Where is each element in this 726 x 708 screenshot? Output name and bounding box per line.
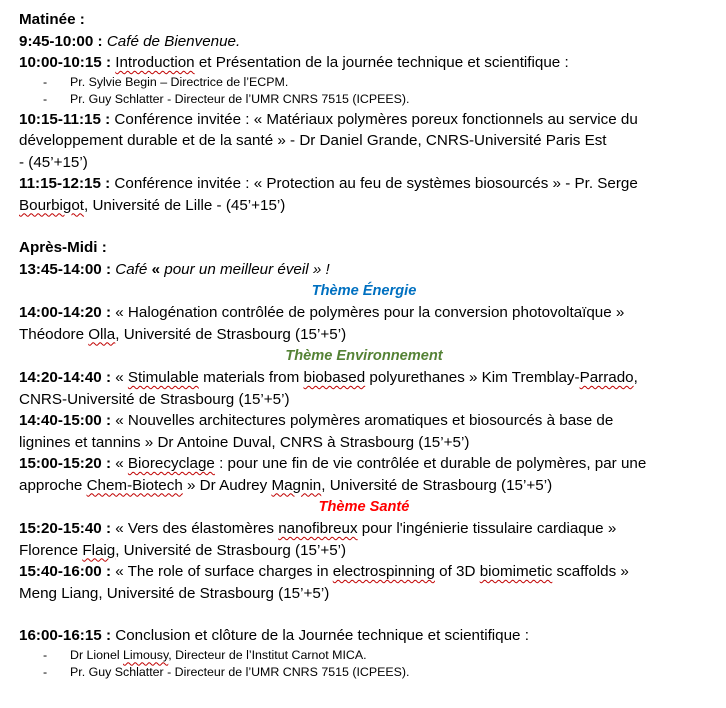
- item-text: « Vers des élastomères: [111, 520, 279, 537]
- item-text: «: [111, 369, 128, 386]
- item-text: ,: [633, 369, 638, 386]
- agenda-item: [19, 410, 709, 453]
- item-text: biobased: [303, 369, 366, 386]
- theme-heading-energie: Thème Énergie: [311, 283, 417, 299]
- theme-heading-environnement: Thème Environnement: [285, 348, 443, 364]
- agenda-item: [19, 367, 709, 410]
- item-text: Conclusion et clôture de la Journée technique et scientifique :: [111, 627, 529, 644]
- item-text: « Halogénation contrôlée de polymères pour la conversion photovoltaïque »: [111, 304, 625, 321]
- agenda-item: [19, 109, 709, 174]
- speaker-name: Pr. Guy Schlatter - Directeur de l’UMR CNRS 7515 (ICPEES).: [70, 665, 410, 679]
- item-text: Bourbigot: [19, 196, 85, 214]
- speaker-line: [19, 647, 709, 665]
- speaker-line: [19, 664, 709, 682]
- program-document: [19, 9, 709, 682]
- time-slot: 10:00-10:15 :: [19, 54, 112, 71]
- item-text: , Université de Strasbourg (15’+5’): [115, 325, 347, 343]
- item-text: lignines et tannins » Dr Antoine Duval, CNRS à Strasbourg (15’+5’): [19, 433, 470, 451]
- time-slot: 14:40-15:00 :: [19, 412, 112, 429]
- time-slot: 16:00-16:15 :: [19, 627, 112, 644]
- speaker-line: [19, 74, 709, 92]
- item-text: Café: [115, 260, 148, 278]
- time-slot: 14:00-14:20 :: [19, 304, 112, 321]
- item-text: « The role of surface charges in: [111, 563, 333, 580]
- agenda-item: [19, 52, 709, 74]
- item-text: electrospinning: [332, 563, 435, 580]
- item-text: of 3D: [434, 563, 480, 580]
- agenda-item: [19, 453, 709, 496]
- speaker-name: , Directeur de l’Institut Carnot MICA.: [168, 647, 367, 662]
- agenda-item: [19, 302, 709, 345]
- time-slot: 15:00-15:20 :: [19, 455, 112, 472]
- item-text: scaffolds »: [552, 563, 629, 580]
- item-text: «: [111, 455, 128, 472]
- item-text: développement durable et de la santé » - Dr Daniel Grande, CNRS-Université Paris Est: [19, 132, 607, 149]
- speaker-name: Dr Lionel: [70, 647, 124, 662]
- item-text: nanofibreux: [278, 520, 358, 537]
- time-slot: 10:15-11:15 :: [19, 110, 111, 128]
- agenda-item: [19, 259, 709, 281]
- item-text: , Université de Strasbourg (15’+5’): [321, 476, 553, 494]
- bullet-dash: -: [43, 665, 48, 679]
- item-text: Magnin: [271, 476, 322, 494]
- agenda-item: [19, 173, 709, 216]
- time-slot: 14:20-14:40 :: [19, 369, 112, 386]
- item-text: Flaig: [82, 541, 116, 559]
- item-text: Café de Bienvenue.: [106, 32, 241, 50]
- item-text: , Université de Strasbourg (15’+5’): [115, 541, 347, 559]
- agenda-item: [19, 31, 709, 53]
- item-text: , Université de Lille - (45’+15’): [84, 196, 286, 214]
- item-text: pour un meilleur éveil » !: [160, 260, 330, 278]
- item-text: biomimetic: [479, 563, 553, 580]
- item-text: » Dr Audrey: [182, 476, 272, 494]
- speaker-name: Pr. Sylvie Begin – Directrice de l’ECPM.: [70, 74, 289, 89]
- time-slot: 9:45-10:00 :: [19, 32, 103, 50]
- speaker-line: [19, 91, 709, 109]
- item-text: Introduction: [115, 54, 195, 71]
- item-text: : pour une fin de vie contrôlée et durable de polymères, par une: [214, 455, 647, 472]
- section-heading-apres-midi: Après-Midi :: [19, 239, 107, 256]
- item-text: - (45’+15’): [19, 153, 88, 171]
- bullet-dash: -: [43, 74, 48, 89]
- time-slot: 11:15-12:15 :: [19, 175, 111, 192]
- time-slot: 13:45-14:00 :: [19, 260, 112, 278]
- agenda-item: [19, 518, 709, 561]
- theme-heading-sante: Thème Santé: [318, 499, 410, 515]
- item-text: « Nouvelles architectures polymères aromatiques et biosourcés à base de: [111, 412, 614, 429]
- item-text: et Présentation de la journée technique et scientifique :: [194, 54, 569, 71]
- item-text: «: [147, 260, 161, 278]
- item-text: pour l'ingénierie tissulaire cardiaque »: [357, 520, 617, 537]
- speaker-name: Pr. Guy Schlatter - Directeur de l’UMR CNRS 7515 (ICPEES).: [70, 92, 410, 106]
- agenda-item: [19, 561, 709, 604]
- item-text: Conférence invitée : « Protection au feu de systèmes biosourcés » - Pr. Serge: [110, 175, 638, 192]
- item-text: Parrado: [579, 369, 634, 386]
- item-text: polyurethanes » Kim Tremblay-: [365, 369, 580, 386]
- item-text: Conférence invitée : « Matériaux polymères poreux fonctionnels au service du: [110, 110, 638, 128]
- item-text: approche: [19, 476, 87, 494]
- item-text: Stimulable: [127, 369, 199, 386]
- item-text: Biorecyclage: [127, 455, 215, 472]
- item-text: Olla: [88, 325, 116, 343]
- bullet-dash: -: [43, 647, 48, 662]
- item-text: Chem-Biotech: [86, 476, 183, 494]
- speaker-name: Limousy: [123, 647, 169, 662]
- item-text: CNRS-Université de Strasbourg (15’+5’): [19, 390, 290, 408]
- item-text: materials from: [198, 369, 304, 386]
- section-heading-matinee: Matinée :: [19, 11, 85, 28]
- item-text: Théodore: [19, 325, 89, 343]
- bullet-dash: -: [43, 92, 48, 106]
- time-slot: 15:20-15:40 :: [19, 520, 112, 537]
- agenda-item: [19, 625, 709, 647]
- time-slot: 15:40-16:00 :: [19, 563, 112, 580]
- item-text: Florence: [19, 541, 83, 559]
- item-text: Meng Liang, Université de Strasbourg (15’+5’): [19, 584, 330, 602]
